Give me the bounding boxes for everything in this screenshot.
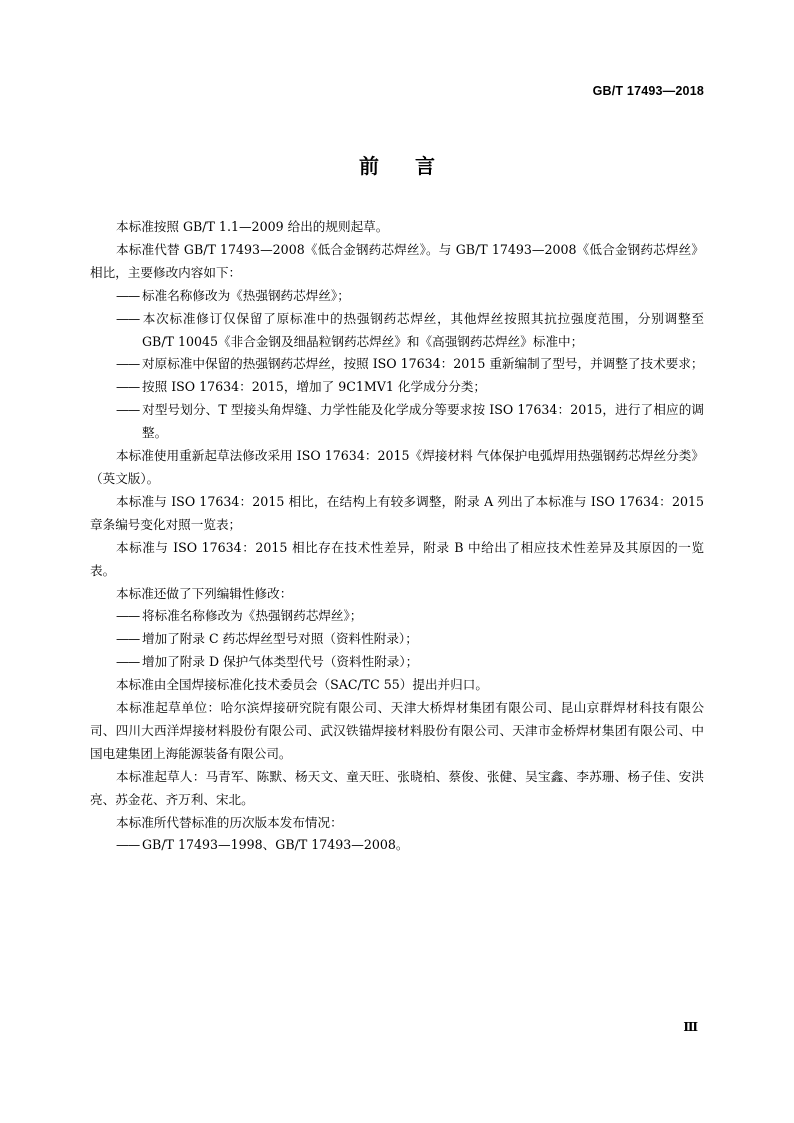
dash-item [90, 628, 704, 651]
paragraph: 本标准代替 GB/T 17493—2008《低合金钢药芯焊丝》。与 GB/T 17493—2008《低合金钢药芯焊丝》相比，主要修改内容如下： [90, 241, 704, 280]
dash-item [90, 399, 704, 445]
dash-item-text: 对型号划分、T 型接头角焊缝、力学性能及化学成分等要求按 ISO 17634：2015，进行了相应的调整。 [142, 402, 704, 441]
dash-item-text: 按照 ISO 17634：2015，增加了 9C1MV1 化学成分分类； [142, 379, 487, 395]
dash-item [90, 834, 704, 857]
dash-item [90, 376, 704, 399]
dash-item-text: 将标准名称修改为《热强钢药芯焊丝》； [142, 608, 363, 624]
dash-item [90, 308, 704, 354]
dash-mark: —— [116, 608, 140, 624]
dash-item-text: 本次标准修订仅保留了原标准中的热强钢药芯焊丝，其他焊丝按照其抗拉强度范围，分别调整至 GB/T 10045《非合金钢及细晶粒钢药芯焊丝》和《高强钢药芯焊丝》标准中； [142, 310, 704, 349]
paragraph: 本标准起草单位：哈尔滨焊接研究院有限公司、天津大桥焊材集团有限公司、昆山京群焊材科技有限公司、四川大西洋焊接材料股份有限公司、武汉铁锚焊接材料股份有限公司、天津市金桥焊材集团有限公司、中国电建集团上海能源装备有限公司。 [90, 700, 704, 761]
dash-mark: —— [116, 631, 140, 647]
paragraph: 本标准所代替标准的历次版本发布情况： [116, 814, 343, 830]
paragraph: 本标准按照 GB/T 1.1—2009 给出的规则起草。 [116, 219, 389, 234]
paragraph: 本标准使用重新起草法修改采用 ISO 17634：2015《焊接材料 气体保护电弧焊用热强钢药芯焊丝分类》（英文版）。 [90, 448, 704, 486]
paragraph: 本标准由全国焊接标准化技术委员会（SAC/TC 55）提出并归口。 [116, 677, 488, 693]
dash-item [90, 285, 704, 308]
paragraph: 本标准还做了下列编辑性修改： [116, 585, 293, 601]
dash-item-text: 增加了附录 D 保护气体类型代号（资料性附录）； [142, 654, 419, 670]
dash-mark: —— [116, 379, 140, 395]
dash-item-text: GB/T 17493—1998、GB/T 17493—2008。 [142, 837, 409, 853]
dash-item [90, 353, 704, 376]
standard-code: GB/T 17493—2018 [592, 84, 704, 98]
paragraph: 本标准与 ISO 17634：2015 相比存在技术性差异，附录 B 中给出了相应技术性差异及其原因的一览表。 [90, 539, 704, 578]
page-title: 前言 [359, 154, 471, 178]
dash-item [90, 605, 704, 628]
dash-mark: —— [116, 287, 140, 303]
paragraph: 本标准与 ISO 17634：2015 相比，在结构上有较多调整，附录 A 列出了本标准与 ISO 17634：2015 章条编号变化对照一览表； [90, 493, 704, 532]
foreword-body [90, 216, 704, 857]
dash-item-text: 标准名称修改为《热强钢药芯焊丝》； [142, 287, 350, 303]
dash-mark: —— [116, 402, 140, 418]
dash-mark: —— [116, 654, 140, 670]
dash-item-text: 增加了附录 C 药芯焊丝型号对照（资料性附录）； [142, 631, 418, 647]
dash-item-text: 对原标准中保留的热强钢药芯焊丝，按照 ISO 17634：2015 重新编制了型号，并调整了技术要求； [142, 356, 704, 372]
paragraph: 本标准起草人：马青军、陈默、杨天文、童天旺、张晓柏、蔡俊、张健、吴宝鑫、李苏珊、杨子佳、安洪亮、苏金花、齐万利、宋北。 [90, 768, 704, 807]
dash-mark: —— [116, 837, 140, 853]
dash-mark: —— [116, 356, 140, 372]
page-number: Ⅲ [683, 1020, 698, 1034]
dash-mark: —— [116, 310, 140, 326]
dash-item [90, 651, 704, 674]
